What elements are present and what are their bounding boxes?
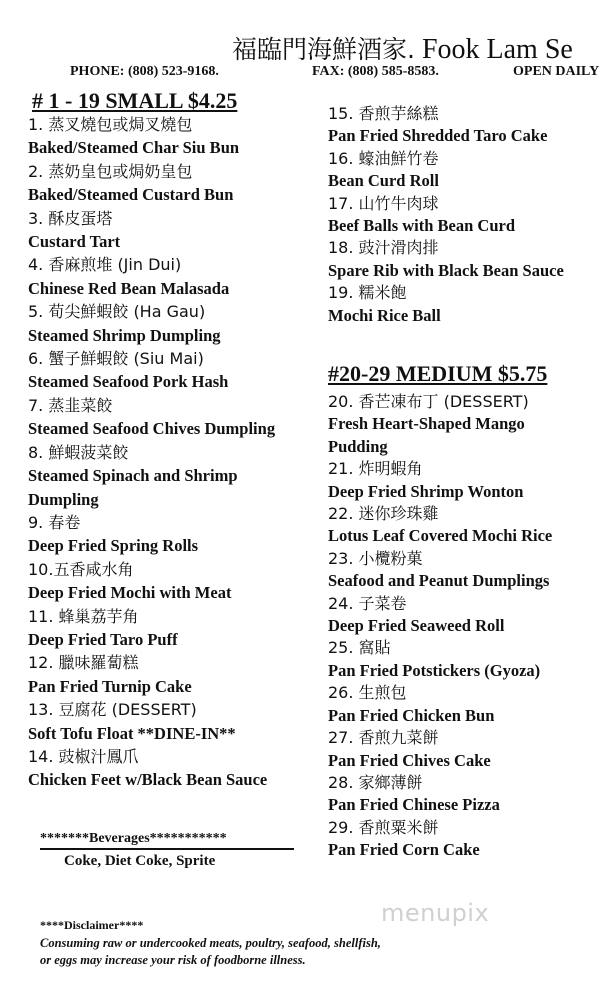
menu-item-chinese: 21. 炸明蝦角 xyxy=(328,459,423,479)
menu-item xyxy=(28,558,275,605)
menu-item-english: Lotus Leaf Covered Mochi Rice xyxy=(328,526,553,546)
small-section-heading: # 1 - 19 SMALL $4.25 xyxy=(32,88,238,113)
menu-item xyxy=(28,394,275,441)
menu-item-chinese: 5. 荀尖鮮蝦餃 (Ha Gau) xyxy=(28,302,206,322)
menu-item-chinese: 9. 春卷 xyxy=(28,512,81,532)
menu-item-chinese: 11. 蜂巢荔芋角 xyxy=(28,606,139,626)
menu-item xyxy=(28,300,275,347)
menu-item-chinese: 13. 豆腐花 (DESSERT) xyxy=(28,700,197,720)
menu-item-english: Custard Tart xyxy=(28,232,121,252)
menu-item-english: Deep Fried Taro Puff xyxy=(28,629,178,649)
menu-item-english: Pan Fried Potstickers (Gyoza) xyxy=(328,660,541,680)
menu-item-chinese: 1. 蒸叉燒包或焗叉燒包 xyxy=(28,115,193,134)
small-items-column xyxy=(28,113,275,792)
menu-item-english: Pan Fried Shredded Taro Cake xyxy=(328,126,548,146)
menu-item xyxy=(28,441,275,511)
menu-item-english: Mochi Rice Ball xyxy=(328,305,441,325)
menu-item-chinese: 17. 山竹牛肉球 xyxy=(328,193,439,213)
menu-item-chinese: 16. 蠔油鮮竹卷 xyxy=(328,148,439,168)
menu-item-chinese: 6. 蟹子鮮蝦餃 (Siu Mai) xyxy=(28,349,204,369)
menu-item-chinese: 3. 酥皮蛋塔 xyxy=(28,208,113,228)
menu-item-english: Pan Fried Corn Cake xyxy=(328,840,480,860)
fax-number: FAX: (808) 585-8583. xyxy=(312,64,439,79)
menu-item-english: Deep Fried Shrimp Wonton xyxy=(328,481,524,501)
menu-item xyxy=(28,745,275,792)
menu-item xyxy=(28,347,275,394)
menu-item-chinese: 24. 子菜卷 xyxy=(328,593,407,613)
menu-item-chinese: 23. 小欖粉菓 xyxy=(328,548,423,568)
menu-item-english: Chinese Red Bean Malasada xyxy=(28,278,230,298)
menu-item-english: Steamed Spinach and Shrimp xyxy=(28,466,238,486)
menu-item xyxy=(328,103,564,148)
menu-item xyxy=(28,651,275,698)
menu-item-english: Deep Fried Spring Rolls xyxy=(28,536,199,556)
menu-item xyxy=(328,593,552,638)
menu-item-english: Fresh Heart-Shaped Mango xyxy=(328,414,525,434)
menu-item xyxy=(28,605,275,652)
menu-item-english: Deep Fried Seaweed Roll xyxy=(328,616,505,636)
menu-item-english: Baked/Steamed Char Siu Bun xyxy=(28,138,240,158)
menu-item xyxy=(328,193,564,238)
menu-item-chinese: 12. 臘味羅蔔糕 xyxy=(28,653,139,673)
menu-item-chinese: 22. 迷你珍珠雞 xyxy=(328,504,439,524)
menu-item xyxy=(328,727,552,772)
menu-item-chinese: 8. 鮮蝦菠菜餃 xyxy=(28,442,129,462)
disclaimer-text xyxy=(40,935,381,969)
beverages-heading: *******Beverages*********** xyxy=(40,831,227,846)
watermark-logo: menupix xyxy=(381,899,490,927)
disclaimer-line: or eggs may increase your risk of foodborne illness. xyxy=(40,953,306,967)
menu-item-chinese: 10.五香咸水角 xyxy=(28,559,134,579)
menu-item xyxy=(328,817,552,862)
beverages-list: Coke, Diet Coke, Sprite xyxy=(64,853,216,869)
menu-item-english: Pan Fried Chinese Pizza xyxy=(328,795,500,815)
menu-item-chinese: 4. 香麻煎堆 (Jin Dui) xyxy=(28,255,182,275)
menu-item-chinese: 20. 香芒凍布丁 (DESSERT) xyxy=(328,392,529,411)
menu-item-english: Seafood and Peanut Dumplings xyxy=(328,571,550,591)
restaurant-title xyxy=(232,30,573,66)
restaurant-name-english: Fook Lam Se xyxy=(421,34,573,65)
menu-item xyxy=(28,698,275,745)
menu-item-english: Steamed Seafood Chives Dumpling xyxy=(28,419,276,439)
menu-item-english: Chicken Feet w/Black Bean Sauce xyxy=(28,770,268,790)
menu-item-english: Pan Fried Chives Cake xyxy=(328,750,491,770)
menu-item-chinese: 28. 家鄉薄餅 xyxy=(328,772,423,792)
menu-item-english: Bean Curd Roll xyxy=(328,171,439,191)
menu-item-english: Steamed Shrimp Dumpling xyxy=(28,325,221,345)
menu-item-chinese: 26. 生煎包 xyxy=(328,683,407,703)
menu-item xyxy=(328,282,564,327)
beverages-divider xyxy=(40,848,294,850)
menu-item-english: Pan Fried Turnip Cake xyxy=(28,676,192,696)
menu-item-english: Deep Fried Mochi with Meat xyxy=(28,583,232,603)
menu-item-chinese: 18. 豉汁滑肉排 xyxy=(328,238,439,258)
menu-item xyxy=(28,113,275,160)
restaurant-name-chinese: 福臨門海鮮酒家. xyxy=(232,35,415,64)
menu-item xyxy=(328,237,564,282)
menu-item xyxy=(28,160,275,207)
menu-item-chinese: 27. 香煎九菜餅 xyxy=(328,728,439,748)
menu-item-english-continued: Dumpling xyxy=(28,489,99,509)
open-hours: OPEN DAILY xyxy=(513,64,600,79)
menu-item-english: Pan Fried Chicken Bun xyxy=(328,705,495,725)
menu-item xyxy=(328,548,552,593)
menu-item-chinese: 25. 窩貼 xyxy=(328,638,391,658)
menu-item xyxy=(328,682,552,727)
menu-item-english: Baked/Steamed Custard Bun xyxy=(28,185,234,205)
medium-items-column xyxy=(328,391,552,862)
menu-item-english-continued: Pudding xyxy=(328,436,388,456)
menu-item-chinese: 2. 蒸奶皇包或焗奶皇包 xyxy=(28,161,193,181)
menu-item xyxy=(28,511,275,558)
menu-item xyxy=(328,503,552,548)
phone-number: PHONE: (808) 523-9168. xyxy=(70,64,219,79)
menu-item-chinese: 7. 蒸韭菜餃 xyxy=(28,395,113,415)
menu-item-english: Spare Rib with Black Bean Sauce xyxy=(328,260,564,280)
menu-item xyxy=(328,391,552,458)
menu-item-chinese: 14. 豉椒汁鳳爪 xyxy=(28,746,139,766)
menu-item xyxy=(328,148,564,193)
menu-item xyxy=(328,637,552,682)
menu-item-english: Beef Balls with Bean Curd xyxy=(328,216,516,236)
menu-item-chinese: 19. 糯米飽 xyxy=(328,283,407,303)
menu-item-chinese: 15. 香煎芋絲糕 xyxy=(328,104,439,123)
menu-item xyxy=(328,458,552,503)
menu-item-chinese: 29. 香煎粟米餅 xyxy=(328,817,439,837)
menu-item xyxy=(28,207,275,254)
menu-item-english: Soft Tofu Float **DINE-IN** xyxy=(28,723,236,743)
medium-section-heading: #20-29 MEDIUM $5.75 xyxy=(328,361,548,386)
menu-item xyxy=(28,253,275,300)
disclaimer-line: Consuming raw or undercooked meats, poultry, seafood, shellfish, xyxy=(40,936,381,950)
menu-item-english: Steamed Seafood Pork Hash xyxy=(28,372,229,392)
disclaimer-heading: ****Disclaimer**** xyxy=(40,918,144,932)
small-items-continued-column xyxy=(328,103,564,327)
menu-item xyxy=(328,772,552,817)
